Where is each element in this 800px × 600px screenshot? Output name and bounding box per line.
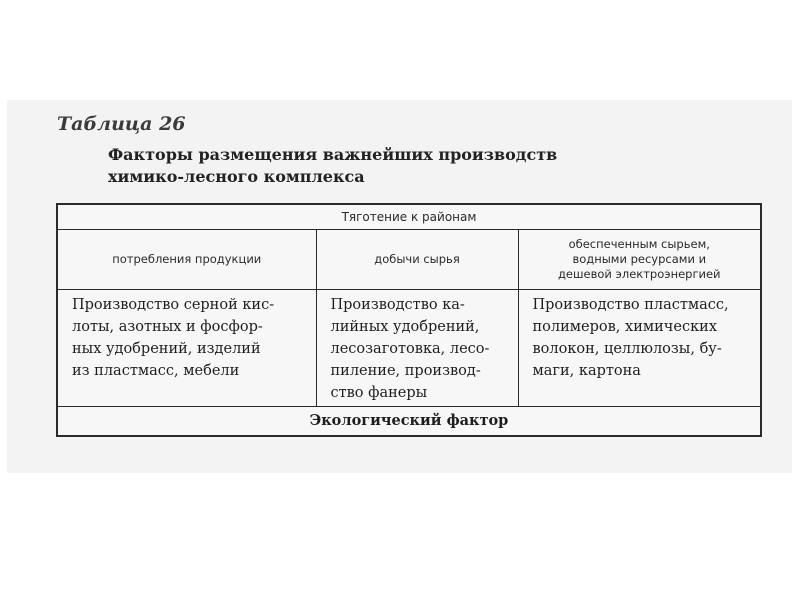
- column-header-consumption: [57, 230, 316, 290]
- cell-line: волокон, целлюлозы, бу-: [532, 341, 722, 358]
- cell-line: лийных удобрений,: [330, 319, 480, 336]
- column-header-row: [57, 230, 761, 290]
- cell-line: пиление, производ-: [330, 363, 481, 380]
- cell-resources-energy: [518, 290, 761, 407]
- column-header-line: обеспеченным сырьем,: [568, 237, 710, 252]
- title-line-1: Факторы размещения важнейших производств: [108, 145, 558, 164]
- cell-consumption: [57, 290, 316, 407]
- cell-line: лоты, азотных и фосфор-: [72, 319, 263, 336]
- cell-line: Производство серной кис-: [72, 297, 275, 314]
- footer-row: [57, 406, 761, 436]
- cell-line: ных удобрений, изделий: [72, 341, 261, 358]
- cell-line: ство фанеры: [330, 385, 428, 402]
- cell-line: из пластмасс, мебели: [72, 363, 240, 380]
- group-header-cell: Тяготение к районам: [57, 204, 761, 230]
- cell-line: лесозаготовка, лесо-: [330, 341, 490, 358]
- column-header-line: потребления продукции: [112, 252, 262, 267]
- column-header-line: дешевой электроэнергией: [557, 267, 721, 282]
- column-header-line: добычи сырья: [374, 252, 460, 267]
- ecological-factor-cell: Экологический фактор: [57, 406, 761, 436]
- cell-raw-materials: [316, 290, 518, 407]
- column-header-resources-energy: [518, 230, 761, 290]
- column-header-raw-materials: [316, 230, 518, 290]
- table-caption: Таблица 26: [57, 113, 186, 135]
- cell-line: маги, картона: [532, 363, 641, 380]
- cell-line: полимеров, химических: [532, 319, 717, 336]
- group-header-row: [57, 204, 761, 230]
- table-title: [108, 144, 557, 188]
- content-row: [57, 290, 761, 407]
- title-line-2: химико-лесного комплекса: [108, 167, 365, 186]
- cell-line: Производство ка-: [330, 297, 465, 314]
- factors-table: [56, 203, 762, 437]
- column-header-line: водными ресурсами и: [572, 252, 707, 267]
- cell-line: Производство пластмасс,: [532, 297, 729, 314]
